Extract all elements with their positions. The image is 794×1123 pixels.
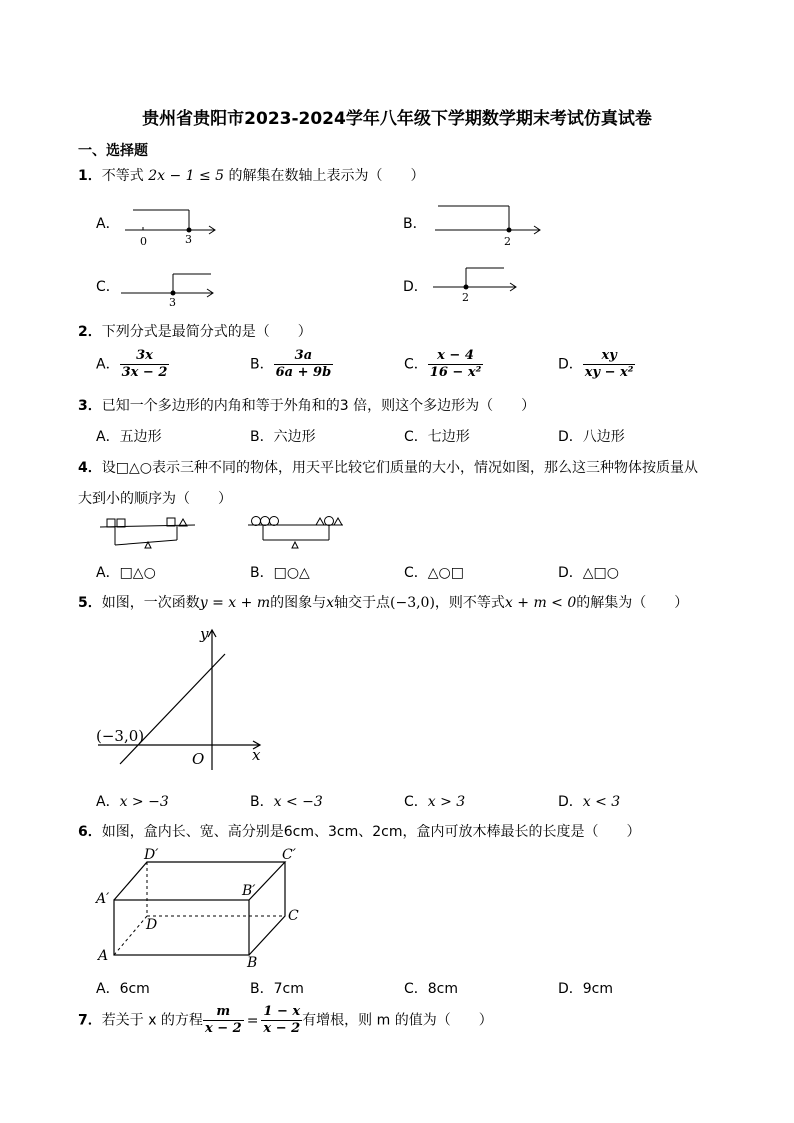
page-title: 贵州省贵阳市2023-2024学年八年级下学期数学期末考试仿真试卷: [142, 109, 652, 129]
q4-balance-left: [95, 515, 205, 551]
q5-function-graph: [90, 622, 270, 772]
q6-label-a: A: [98, 948, 109, 964]
q5-y-axis-label: y: [200, 625, 209, 643]
q7-fraction-left: $\frac{m}{x - 2}$: [204, 1004, 242, 1036]
q3-option-d: D．八边形: [558, 429, 625, 445]
q1-option-c-number-line: [118, 270, 228, 310]
q5-x-axis-label: x: [252, 746, 261, 764]
q3-option-b: B．六边形: [250, 429, 316, 445]
q2-option-b: B． $\frac{3a}{6a + 9b}$: [250, 348, 332, 380]
q7-fraction-right: $\frac{1 - x}{x - 2}$: [263, 1004, 301, 1036]
q5-origin-label: O: [192, 750, 205, 768]
q5-option-d: D．x < 3: [558, 794, 621, 810]
q3-option-c: C．七边形: [404, 429, 470, 445]
q2-c-fraction: $\frac{x - 4}{\text{16 − x²}}$: [429, 348, 482, 380]
q1-option-d-number-line: [430, 263, 530, 308]
q1-c-tick-3: 3: [169, 296, 176, 309]
q6-label-d: D: [146, 917, 158, 933]
question-6-stem: 6．如图，盒内长、宽、高分别是6cm、3cm、2cm，盒内可放木棒最长的长度是（ ）: [78, 824, 641, 840]
q6-label-b: B: [247, 955, 258, 971]
q6-option-a: A．6cm: [96, 981, 150, 997]
q2-option-a: A． $\frac{3x}{3x - 2}$: [96, 348, 168, 380]
q4-option-b: B．□○△: [250, 565, 310, 581]
q4-option-d: D．△□○: [558, 565, 619, 581]
q6-option-c: C．8cm: [404, 981, 459, 997]
section-heading: 一、选择题: [78, 143, 148, 159]
q6-label-d1: D′: [144, 847, 159, 863]
question-4-stem-line2: 大到小的顺序为（ ）: [78, 491, 232, 507]
q2-a-fraction: $\frac{3x}{3x - 2}$: [121, 348, 168, 380]
question-5-stem: 5．如图，一次函数y = x + m的图象与x轴交于点(−3,0)，则不等式x + m < 0的解集为（ ）: [78, 595, 689, 611]
q4-option-c: C．△○□: [404, 565, 464, 581]
q6-label-c: C: [288, 908, 299, 924]
question-4-stem-line1: 4．设□△○表示三种不同的物体，用天平比较它们质量的大小，情况如图，那么这三种物体按质量从: [78, 460, 698, 476]
question-2-stem: 2．下列分式是最简分式的是（ ）: [78, 324, 312, 340]
q1-d-tick-2: 2: [462, 291, 469, 304]
q3-option-a: A．五边形: [96, 429, 162, 445]
q6-label-b1: B′: [242, 883, 256, 899]
question-7-stem: 7．若关于 x 的方程 $\frac{m}{x - 2}$ = $\frac{1 - x}{x - 2}$ 有增根，则 m 的值为（ ）: [78, 1004, 493, 1036]
q2-d-fraction: $\frac{xy}{\text{xy − x²}}$: [584, 348, 634, 380]
q4-balance-right: [243, 515, 353, 551]
q1-b-tick-2: 2: [504, 235, 511, 248]
q1-option-b-number-line: [430, 200, 550, 250]
q1-option-d-label: D．: [403, 279, 428, 295]
q6-box-diagram: [90, 843, 320, 973]
q5-point-label: (−3,0): [96, 727, 145, 745]
q6-option-d: D．9cm: [558, 981, 614, 997]
q1-option-c-label: C．: [96, 279, 120, 295]
q2-option-c: C． $\frac{x - 4}{\text{16 − x²}}$: [404, 348, 482, 380]
q2-b-fraction: $\frac{3a}{6a + 9b}$: [275, 348, 332, 380]
q1-a-tick-3: 3: [185, 233, 192, 246]
q4-option-a: A．□△○: [96, 565, 156, 581]
q6-label-a1: A′: [96, 891, 110, 907]
q1-a-tick-0: 0: [140, 235, 147, 248]
q1-inequality: 2x − 1 ≤ 5: [148, 168, 225, 184]
q5-option-b: B．x < −3: [250, 794, 323, 810]
q6-label-c1: C′: [282, 847, 296, 863]
q6-option-b: B．7cm: [250, 981, 304, 997]
q1-option-a-number-line: [120, 205, 230, 250]
q5-option-c: C．x > 3: [404, 794, 466, 810]
q5-option-a: A．x > −3: [96, 794, 169, 810]
question-1-stem: 1．不等式 2x − 1 ≤ 5 的解集在数轴上表示为（ ）: [78, 168, 425, 184]
question-3-stem: 3．已知一个多边形的内角和等于外角和的3 倍，则这个多边形为（ ）: [78, 398, 536, 414]
q2-option-d: D． $\frac{xy}{\text{xy − x²}}$: [558, 348, 634, 380]
q1-option-b-label: B．: [403, 216, 427, 232]
q1-option-a-label: A．: [96, 216, 120, 232]
